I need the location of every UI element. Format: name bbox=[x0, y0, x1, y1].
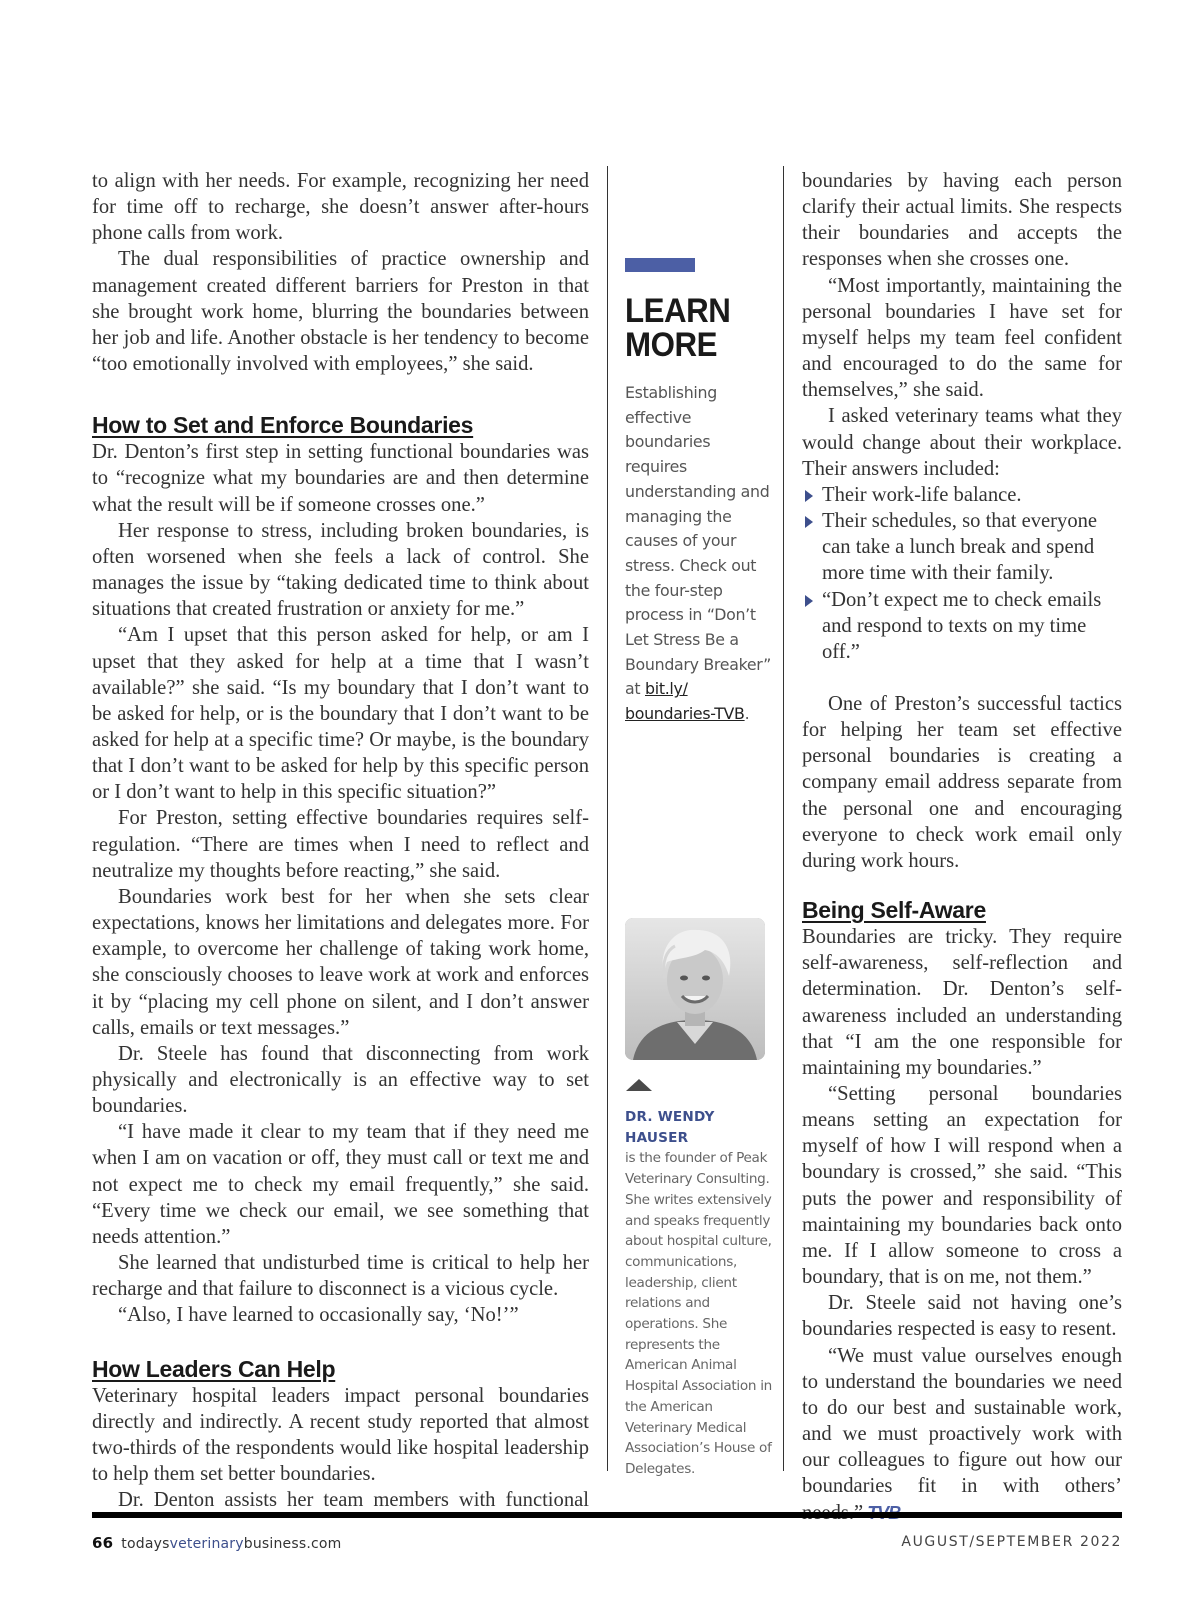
issue-date: AUGUST/SEPTEMBER 2022 bbox=[901, 1534, 1122, 1550]
learn-more-sidebar bbox=[625, 258, 775, 727]
paragraph-text: “We must value ourselves enough to understand the boundaries we need to do our best and sustainable work, and we must proactively work with our colleagues to figure out how our boundaries fit in with others’ bbox=[802, 1344, 1122, 1498]
sidebar-accent-bar bbox=[625, 258, 695, 272]
paragraph: “Most importantly, maintaining the personal boundaries I have set for myself helps my team feel confident and encouraged to do the same for themselves,” she said. bbox=[802, 274, 1122, 402]
sidebar-text-end: . bbox=[744, 704, 750, 724]
sidebar-title bbox=[625, 294, 763, 362]
bullet-triangle-icon bbox=[805, 516, 813, 528]
list-item-text: Their work-life balance. bbox=[822, 483, 1022, 506]
section-heading-self-aware: Being Self-Aware bbox=[802, 897, 986, 924]
paragraph: “Setting personal boundaries means setting an expectation for myself of how I will respond when a boundary is crossed,” she said. “This puts the power and responsibility of maintaining my boundaries back onto me. If I allow someone to cross a boundary, that is on me, not them.” bbox=[802, 1083, 1122, 1289]
sidebar-title-line: LEARN bbox=[625, 292, 731, 330]
sidebar-text bbox=[625, 381, 775, 727]
paragraph: Boundaries are tricky. They require self-awareness, self-reflection and determination. Dr. Denton’s self-awareness included an understanding that “I am the one responsible for maintaining my boundaries.” bbox=[802, 926, 1122, 1079]
author-photo bbox=[625, 918, 765, 1060]
column-divider-left bbox=[607, 166, 608, 1471]
photo-caption-caret-icon bbox=[626, 1079, 652, 1091]
sidebar-body: Establishing effective boundaries requires understanding and managing the causes of your stress. Check out the four-step process in “Don’t Let Stress Be a Boundary Breaker” at bbox=[625, 383, 772, 699]
section-heading-leaders-help: How Leaders Can Help bbox=[92, 1355, 336, 1382]
paragraph: One of Preston’s successful tactics for helping her team set effective personal boundaries is creating a company email address separate from the personal one and encouraging everyone to check work email only during work hours. bbox=[802, 692, 1122, 872]
paragraph: boundaries by having each person clarify their actual limits. She respects their boundaries and accepts the responses when she crosses one. bbox=[802, 170, 1122, 271]
column-divider-right bbox=[783, 166, 784, 1471]
paragraph bbox=[802, 1343, 1122, 1526]
link-text: boundaries-TVB bbox=[625, 704, 745, 724]
paragraph: The dual responsibilities of practice ownership and management created different barriers for Preston in that she brought work home, blurring the boundaries between her job and life. Another obstacle is her tendency to become “too emotionally involved with employees,” she said. bbox=[92, 248, 589, 376]
workplace-changes-list bbox=[802, 482, 1122, 665]
bullet-triangle-icon bbox=[805, 490, 813, 502]
paragraph: She learned that undisturbed time is critical to help her recharge and that failure to disconnect is a vicious cycle. bbox=[92, 1252, 589, 1301]
list-item bbox=[802, 587, 1122, 665]
list-item bbox=[802, 482, 1122, 508]
bullet-triangle-icon bbox=[805, 595, 813, 607]
section-heading-set-boundaries: How to Set and Enforce Boundaries bbox=[92, 412, 474, 439]
author-portrait-icon bbox=[625, 918, 765, 1060]
author-bio bbox=[625, 1107, 775, 1480]
paragraph: Boundaries work best for her when she sets clear expectations, knows her limitations and delegates more. For example, to overcome her challenge of taking work home, she consciously chooses to leave work at work and enforces it by “placing my cell phone on silent, and I don’t answer calls, emails or text messages.” bbox=[92, 885, 589, 1039]
paragraph: Dr. Denton’s first step in setting functional boundaries was to “recognize what my boundaries are and then determine what the result will be if someone crosses one.” bbox=[92, 441, 589, 516]
paragraph: “Also, I have learned to occasionally say, ‘No!’” bbox=[118, 1304, 519, 1327]
paragraph: “I have made it clear to my team that if they need me when I am on vacation or off, they must call or text me and not expect me to check my email frequently,” she said. “Every time we check our email, we see something that needs attention.” bbox=[92, 1121, 589, 1248]
article-column-right bbox=[802, 168, 1122, 1526]
paragraph: Dr. Steele has found that disconnecting from work physically and electronically is an effective way to set boundaries. bbox=[92, 1042, 589, 1118]
website-part: todays bbox=[121, 1536, 170, 1552]
paragraph: Her response to stress, including broken boundaries, is often worsened when she feels a lack of control. She manages the issue by “taking dedicated time to think about situations that created frustration or anxiety for me.” bbox=[92, 519, 589, 621]
paragraph: For Preston, setting effective boundaries requires self-regulation. “There are times when I need to reflect and neutralize my thoughts before reacting,” she said. bbox=[92, 807, 589, 882]
website-part: veterinary bbox=[169, 1536, 244, 1552]
link-text: bit.ly/ bbox=[645, 679, 688, 699]
article-column-left bbox=[92, 168, 589, 1513]
paragraph: Dr. Steele said not having one’s boundaries respected is easy to resent. bbox=[802, 1292, 1122, 1341]
page-number: 66 bbox=[92, 1534, 114, 1552]
author-bio-text: is the founder of Peak Veterinary Consulting. She writes extensively and speaks frequently about hospital culture, communications, leadership, client relations and operations. She represents the American Animal Hospital Association in the American Veterinary Medical Association’s House of Delegates. bbox=[625, 1150, 772, 1477]
footer-rule bbox=[92, 1512, 1122, 1518]
list-item-text: Their schedules, so that everyone can take a lunch break and spend more time with their family. bbox=[822, 510, 1098, 585]
paragraph: to align with her needs. For example, recognizing her need for time off to recharge, she doesn’t answer after-hours phone calls from work. bbox=[92, 170, 589, 245]
paragraph: I asked veterinary teams what they would change about their workplace. Their answers included: bbox=[802, 405, 1122, 480]
sidebar-title-line: MORE bbox=[625, 326, 717, 364]
list-item bbox=[802, 508, 1122, 586]
paragraph: Dr. Denton assists her team members with functional bbox=[118, 1489, 589, 1512]
author-name: DR. WENDY HAUSER bbox=[625, 1109, 715, 1146]
paragraph: Veterinary hospital leaders impact personal boundaries directly and indirectly. A recent study reported that almost two-thirds of the respondents would like hospital leadership to help them set better boundaries. bbox=[92, 1384, 589, 1486]
footer-left bbox=[92, 1534, 342, 1552]
website-part: business.com bbox=[243, 1536, 342, 1552]
list-item-text: “Don’t expect me to check emails and respond to texts on my time off.” bbox=[822, 588, 1102, 663]
paragraph: “Am I upset that this person asked for help, or am I upset that they asked for help at a time that I wasn’t available?” she said. “Is my boundary that I don’t want to be asked for help, or is the boundary that I don’t want to be asked for help at a specific time? Or maybe, is the boundary that I don’t want to be asked for help by this specific person or I don’t want to help in this specific situation?” bbox=[92, 624, 589, 804]
website-link[interactable] bbox=[121, 1536, 341, 1552]
